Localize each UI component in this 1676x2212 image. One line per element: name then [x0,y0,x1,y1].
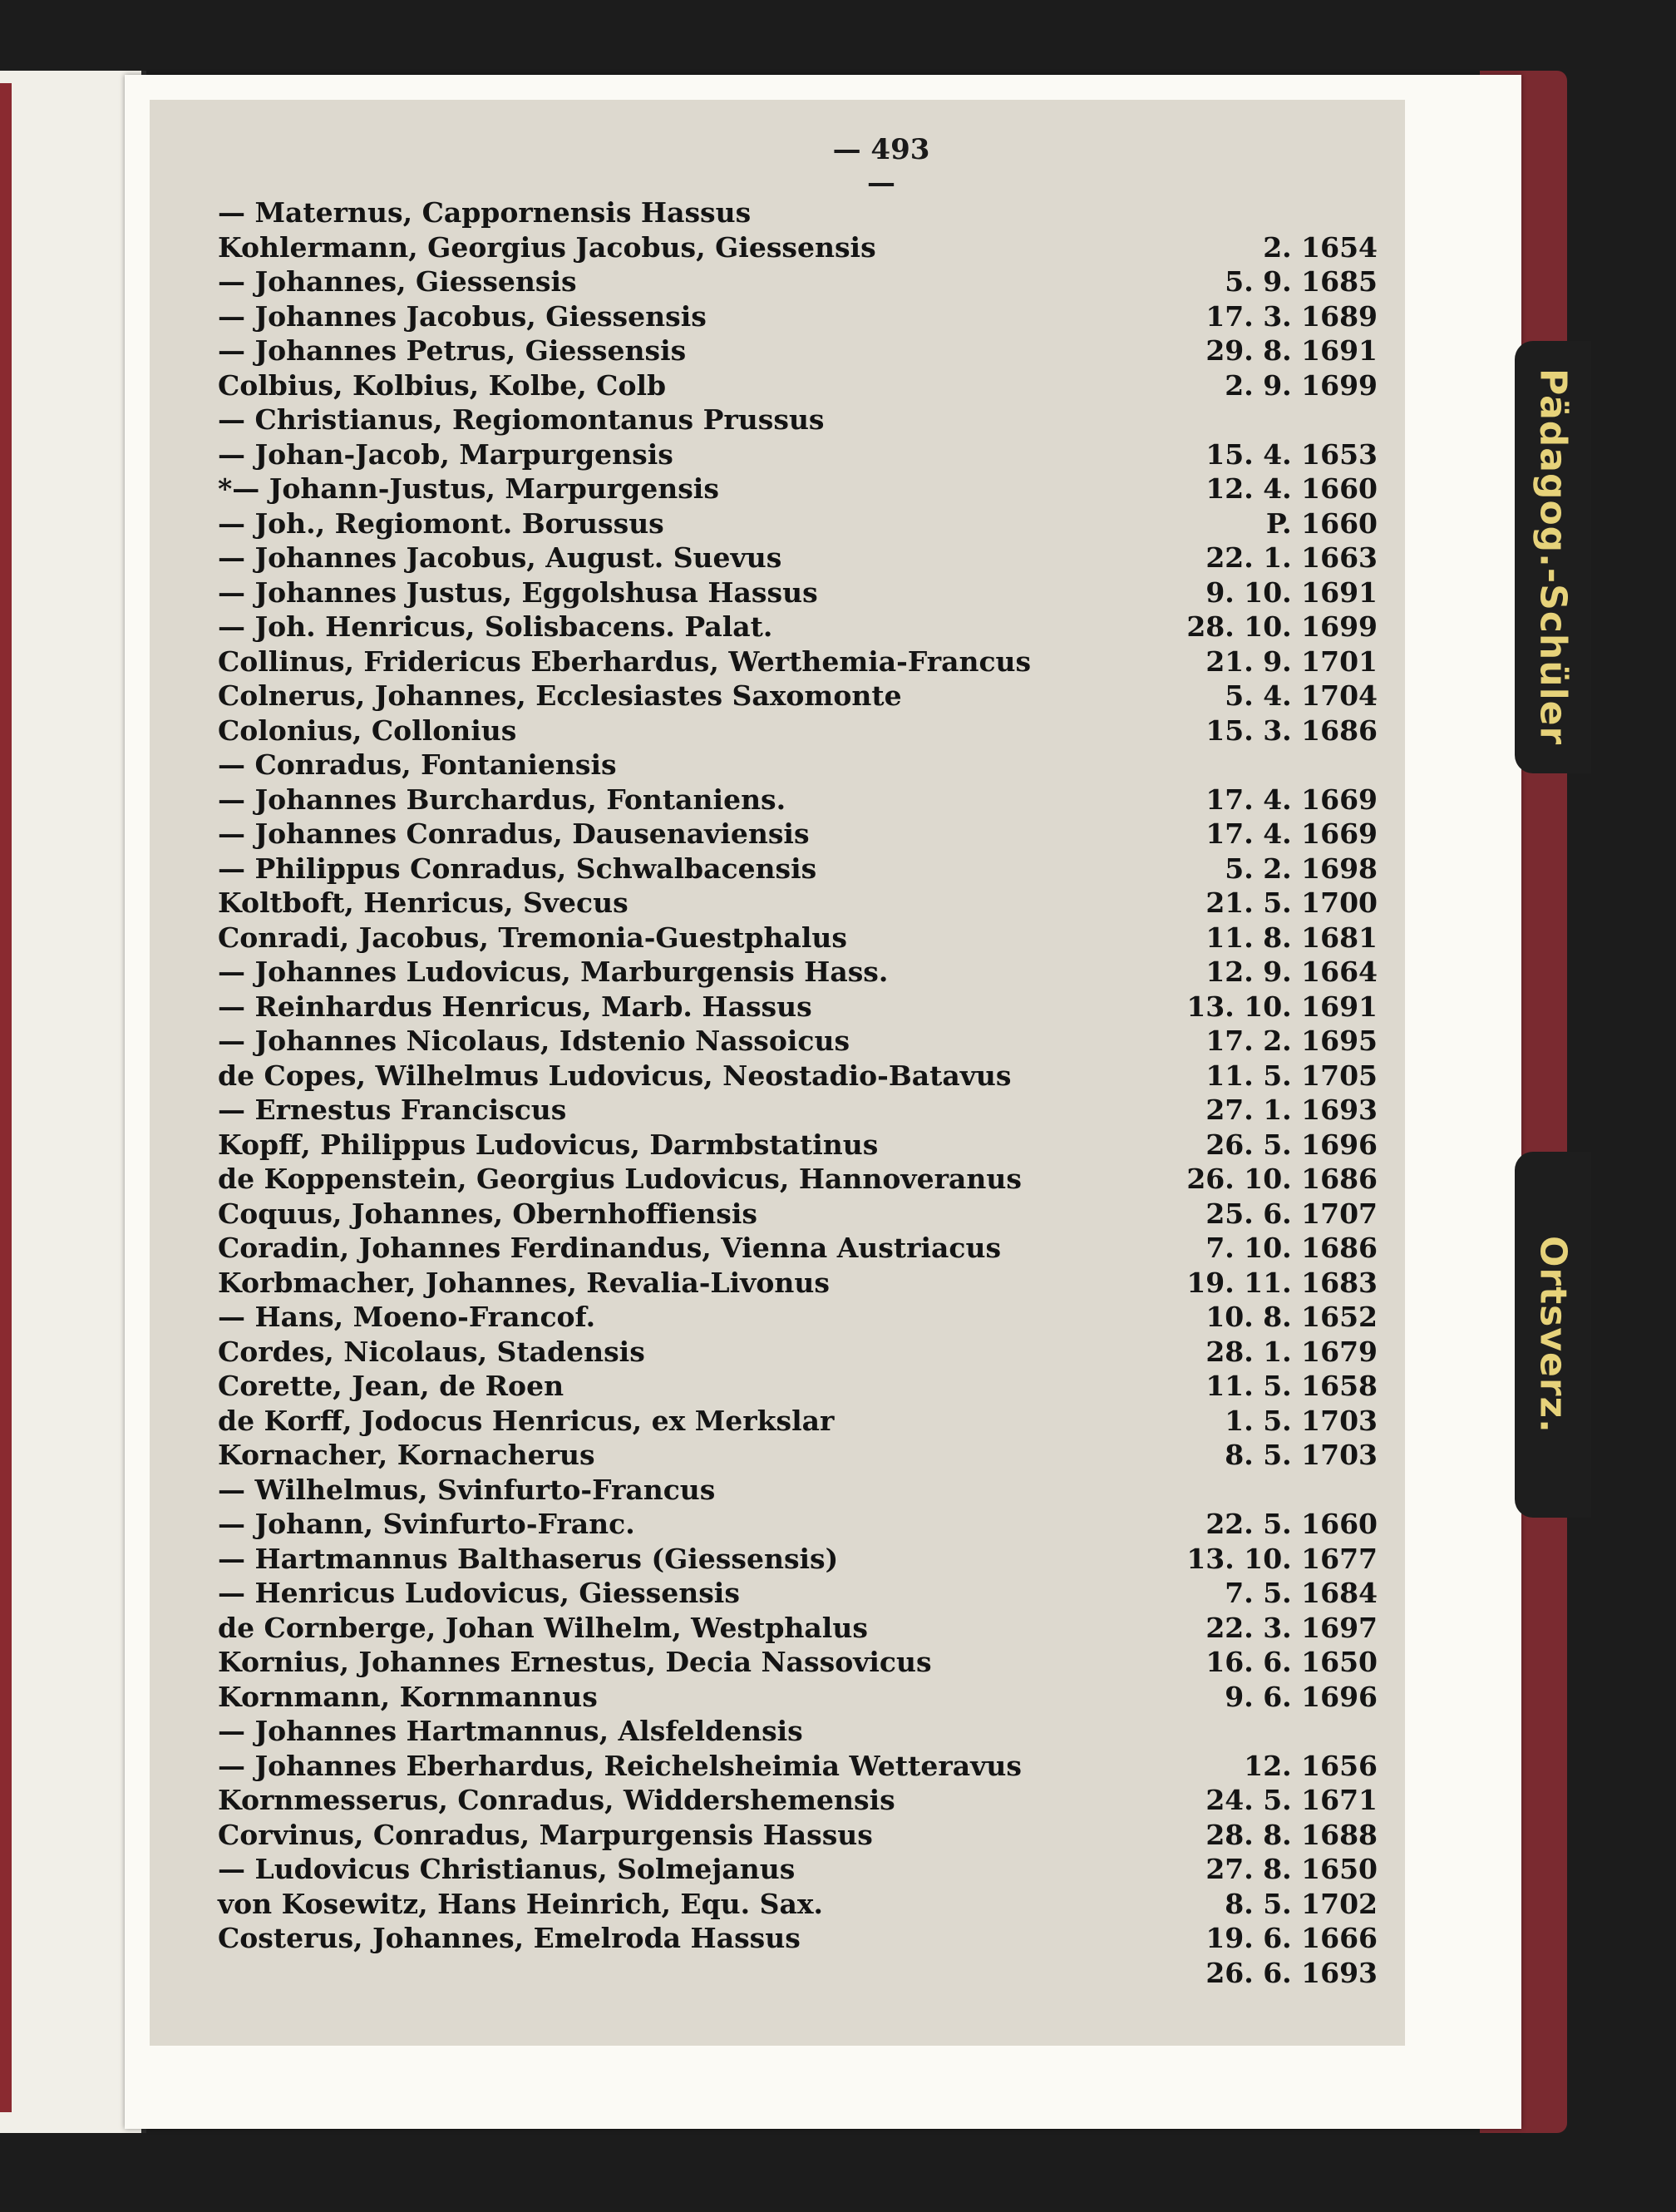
entry-name: Coradin, Johannes Ferdinandus, Vienna Austriacus [218,1232,1002,1264]
entry-date: 22. 3. 1697 [1205,1611,1378,1644]
entry-date: 21. 5. 1700 [1205,886,1378,919]
entry-name: de Koppenstein, Georgius Ludovicus, Hannoveranus [218,1163,1022,1195]
entry-date: 7. 5. 1684 [1225,1577,1378,1609]
register-entry [218,1159,1378,1194]
register-entry [218,1884,1378,1919]
register-entry [218,435,1378,470]
register-entry [218,642,1378,677]
register-entry [218,745,1378,780]
entry-name: — Johannes Eberhardus, Reichelsheimia Wetteravus [218,1749,1022,1782]
register-entry [218,676,1378,711]
entry-name: — Johannes Jacobus, Giessensis [218,299,707,333]
register-entry [218,469,1378,504]
entry-date: 8. 5. 1702 [1225,1887,1378,1920]
entry-name: — Reinhardus Henricus, Marb. Hassus [218,990,812,1023]
register-entry [218,1780,1378,1815]
register-entry [218,1608,1378,1643]
entry-name: Colbius, Kolbius, Kolbe, Colb [218,368,667,402]
register-entry [218,952,1378,987]
entry-name: Colonius, Collonius [218,713,517,747]
register-entry [218,1125,1378,1160]
entry-date: 27. 1. 1693 [1205,1094,1378,1126]
entry-date: 19. 11. 1683 [1186,1266,1378,1299]
register-entry [218,400,1378,435]
register-entry [218,1918,1378,1953]
entry-date: 29. 8. 1691 [1205,334,1378,367]
entry-name: Costerus, Johannes, Emelroda Hassus [218,1922,801,1954]
register-entry [218,607,1378,642]
register-entry [218,1677,1378,1712]
register-entry [218,366,1378,401]
entry-name: Coquus, Johannes, Obernhoffiensis [218,1197,757,1230]
entry-name: — Johannes Justus, Eggolshusa Hassus [218,575,818,609]
entry-name: Corvinus, Conradus, Marpurgensis Hassus [218,1818,873,1851]
register-entry [218,193,1378,228]
entry-date: 27. 8. 1650 [1205,1853,1378,1885]
register-entry [218,1849,1378,1884]
register-entry [218,1228,1378,1263]
entry-date: 10. 8. 1652 [1205,1301,1378,1333]
entry-name: Kornmesserus, Conradus, Widdershemensis [218,1784,895,1816]
entry-name: Kornacher, Kornacherus [218,1439,595,1471]
entry-name: de Korff, Jodocus Henricus, ex Merkslar [218,1404,835,1437]
entry-name: Conradi, Jacobus, Tremonia-Guestphalus [218,921,847,954]
register-entry [218,1746,1378,1781]
entry-date: 17. 4. 1669 [1205,817,1378,850]
register-entry [218,1815,1378,1850]
page-number: — 493 — [832,133,930,200]
entry-date: 9. 10. 1691 [1205,575,1378,609]
entry-date: 5. 4. 1704 [1225,679,1378,712]
register-entry [218,1711,1378,1746]
entry-name: — Joh. Henricus, Solisbacens. Palat. [218,610,773,643]
entry-date: 19. 6. 1666 [1205,1922,1378,1954]
entry-name: Cordes, Nicolaus, Stadensis [218,1335,645,1368]
entry-date: 5. 2. 1698 [1225,852,1378,885]
entry-date: 2. 1654 [1263,230,1378,264]
entry-name: — Johannes Conradus, Dausenaviensis [218,817,810,850]
index-tab-paedagog-schueler[interactable] [1515,341,1591,773]
register-entry [218,1642,1378,1677]
entry-name: de Cornberge, Johan Wilhelm, Westphalus [218,1611,868,1644]
entry-name: — Johannes, Giessensis [218,265,577,298]
book-cover-edge-left [0,83,12,2112]
register-entry [218,1539,1378,1574]
entry-name: — Johannes Petrus, Giessensis [218,334,687,367]
entry-name: — Johannes Nicolaus, Idstenio Nassoicus [218,1025,850,1057]
entry-name: Kohlermann, Georgius Jacobus, Giessensis [218,230,876,264]
entry-date: 28. 8. 1688 [1205,1818,1378,1851]
index-tab-label: Pädagog.-Schüler [1531,368,1575,746]
register-entry [218,883,1378,918]
register-entry [218,1953,1378,1988]
register-entry [218,262,1378,297]
entry-date: 22. 1. 1663 [1205,541,1378,574]
entry-name: — Johan-Jacob, Marpurgensis [218,437,673,471]
register-entry [218,1435,1378,1470]
entry-name: — Ludovicus Christianus, Solmejanus [218,1853,796,1885]
register-entry [218,228,1378,263]
entry-date: 11. 5. 1705 [1205,1059,1378,1092]
index-tab-ortsverz[interactable] [1515,1152,1591,1518]
register-entry [218,1056,1378,1091]
register-entry [218,1332,1378,1367]
entry-name: Kopff, Philippus Ludovicus, Darmbstatinus [218,1128,879,1161]
entry-name: — Christianus, Regiomontanus Prussus [218,403,825,436]
entry-name: — Johann, Svinfurto-Franc. [218,1508,635,1540]
entry-name: — Johannes Jacobus, August. Suevus [218,541,782,574]
register-entry [218,1263,1378,1298]
entry-name: — Johannes Ludovicus, Marburgensis Hass. [218,955,889,988]
entry-date: 22. 5. 1660 [1205,1508,1378,1540]
entry-date: 11. 8. 1681 [1205,921,1378,954]
register-entry [218,711,1378,746]
register-entry [218,1297,1378,1332]
entry-date: 9. 6. 1696 [1225,1680,1378,1713]
register-entry [218,780,1378,815]
entry-name: — Johannes Burchardus, Fontaniens. [218,783,786,816]
register-entry [218,297,1378,332]
register-entry [218,1504,1378,1539]
entry-date: 25. 6. 1707 [1205,1197,1378,1230]
entry-date: 28. 10. 1699 [1186,610,1378,643]
entry-date: 21. 9. 1701 [1205,644,1378,678]
entry-date: 24. 5. 1671 [1205,1784,1378,1816]
entry-date: 15. 3. 1686 [1205,713,1378,747]
register-entry [218,1194,1378,1229]
entry-name: de Copes, Wilhelmus Ludovicus, Neostadio-Batavus [218,1059,1012,1092]
entry-date: 13. 10. 1691 [1186,990,1378,1023]
register-entry-list [218,193,1378,1987]
entry-date: 12. 4. 1660 [1205,472,1378,505]
register-entry [218,504,1378,539]
entry-date: 11. 5. 1658 [1205,1370,1378,1402]
entry-name: Colnerus, Johannes, Ecclesiastes Saxomonte [218,679,902,712]
entry-date: 12. 9. 1664 [1205,955,1378,988]
entry-name: — Philippus Conradus, Schwalbacensis [218,852,817,885]
entry-name: Koltboft, Henricus, Svecus [218,886,628,919]
register-entry [218,538,1378,573]
entry-date: 5. 9. 1685 [1225,265,1378,298]
entry-date: 26. 5. 1696 [1205,1128,1378,1161]
entry-date: 26. 6. 1693 [1205,1956,1378,1989]
entry-name: *— Johann-Justus, Marpurgensis [218,472,719,505]
register-entry [218,918,1378,953]
register-entry [218,573,1378,608]
entry-name: — Ernestus Franciscus [218,1094,567,1126]
entry-name: — Joh., Regiomont. Borussus [218,506,664,540]
register-entry [218,849,1378,884]
register-entry [218,814,1378,849]
entry-date: 17. 3. 1689 [1205,299,1378,333]
entry-date: 16. 6. 1650 [1205,1646,1378,1678]
entry-date: 13. 10. 1677 [1186,1542,1378,1575]
register-entry [218,1021,1378,1056]
register-entry [218,1090,1378,1125]
register-entry [218,1401,1378,1436]
entry-date: 17. 2. 1695 [1205,1025,1378,1057]
entry-name: — Maternus, Cappornensis Hassus [218,196,752,229]
register-entry [218,1470,1378,1505]
entry-date: 12. 1656 [1244,1749,1378,1782]
index-tab-label: Ortsverz. [1531,1236,1575,1434]
entry-name: — Johannes Hartmannus, Alsfeldensis [218,1715,803,1747]
entry-date: 28. 1. 1679 [1205,1335,1378,1368]
entry-date: P. 1660 [1265,506,1378,540]
entry-name: Kornius, Johannes Ernestus, Decia Nassovicus [218,1646,932,1678]
register-entry [218,1366,1378,1401]
register-entry [218,1573,1378,1608]
entry-name: — Hans, Moeno-Francof. [218,1301,596,1333]
entry-name: Collinus, Fridericus Eberhardus, Werthemia-Francus [218,644,1032,678]
entry-date: 1. 5. 1703 [1225,1404,1378,1437]
entry-date: 8. 5. 1703 [1225,1439,1378,1471]
entry-name: — Conradus, Fontaniensis [218,748,617,781]
entry-name: — Wilhelmus, Svinfurto-Francus [218,1473,716,1506]
register-entry [218,331,1378,366]
entry-name: von Kosewitz, Hans Heinrich, Equ. Sax. [218,1887,823,1920]
entry-date: 7. 10. 1686 [1205,1232,1378,1264]
entry-date: 26. 10. 1686 [1186,1163,1378,1195]
entry-name: Corette, Jean, de Roen [218,1370,564,1402]
entry-name: Kornmann, Kornmannus [218,1680,598,1713]
entry-date: 17. 4. 1669 [1205,783,1378,816]
entry-date: 2. 9. 1699 [1225,368,1378,402]
register-entry [218,987,1378,1022]
entry-name: — Hartmannus Balthaserus (Giessensis) [218,1542,839,1575]
entry-name: — Henricus Ludovicus, Giessensis [218,1577,740,1609]
entry-name: Korbmacher, Johannes, Revalia-Livonus [218,1266,830,1299]
entry-date: 15. 4. 1653 [1205,437,1378,471]
